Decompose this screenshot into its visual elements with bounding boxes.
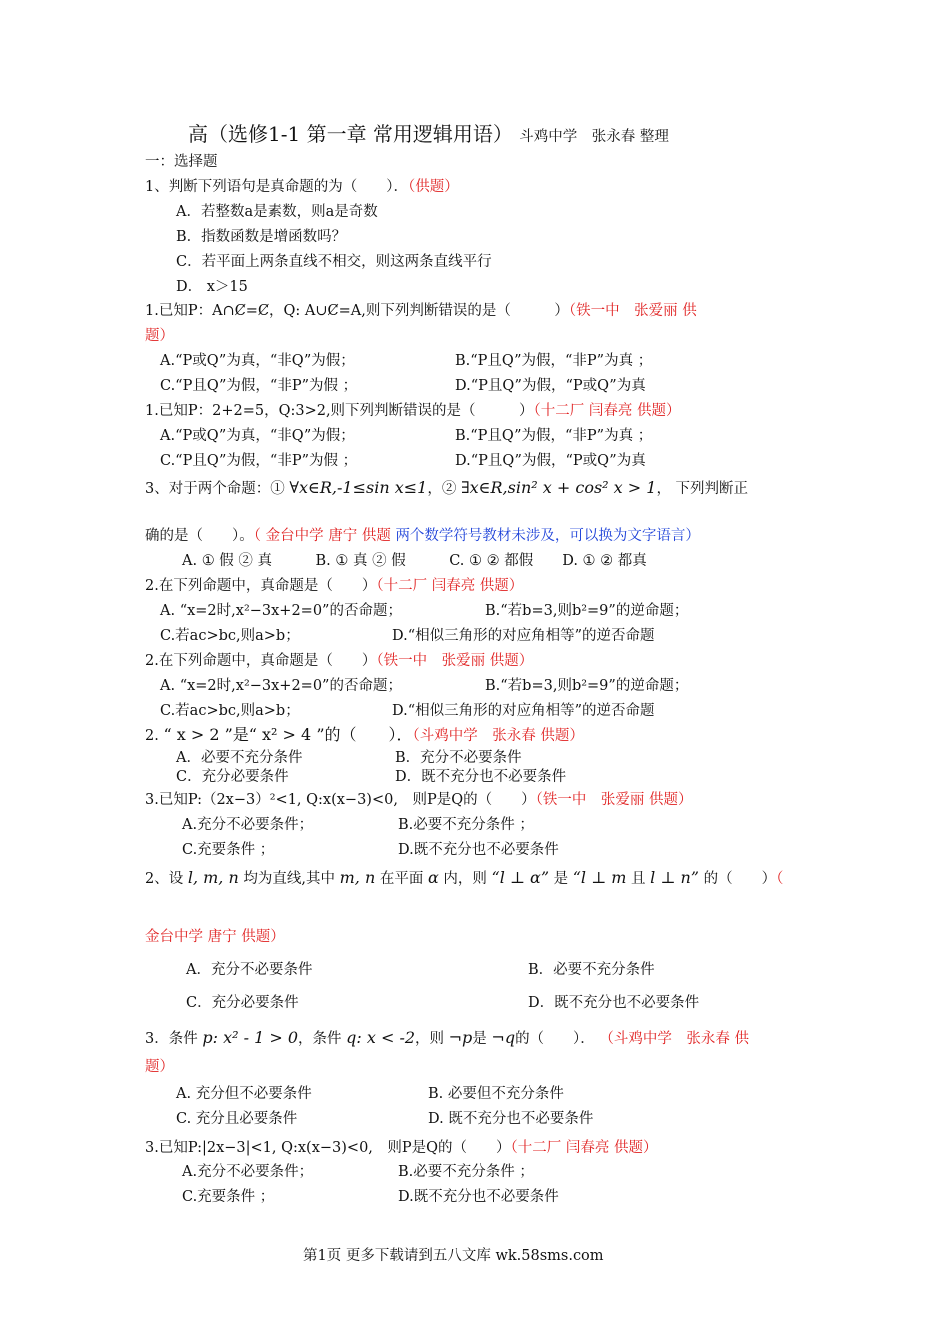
option-b: B．充分不必要条件 [395, 750, 522, 766]
option-c: C.充要条件 ； [182, 1189, 275, 1205]
option-d: D.既不充分也不必要条件 [398, 1189, 559, 1205]
question-text: 的（ ）． [515, 1031, 595, 1047]
formula: “l ⊥ α” [491, 868, 550, 887]
option-b: B.“若b=3,则b²=9”的逆命题； [485, 678, 689, 694]
separator: ， [656, 481, 671, 497]
editor-note: 两个数学符号教材未涉及，可以换为文字语言） [395, 528, 700, 544]
option-a: A．若整数a是素数，则a是奇数 [176, 204, 378, 220]
option-d: D. 既不充分也不必要条件 [428, 1111, 594, 1127]
question-source: （铁一中 张爱丽 供题） [376, 653, 534, 669]
option-a: A. 充分但不必要条件 [176, 1086, 312, 1102]
option-c: C．充分必要条件 [176, 769, 289, 785]
question-3-stem [145, 401, 681, 421]
title-text: 高（选修1-1 第一章 常用逻辑用语） [188, 122, 513, 146]
option-b: B.必要不充分条件 ； [398, 817, 534, 833]
question-text: ，则 [415, 1031, 445, 1047]
question-text: 2.在下列命题中，真命题是（ ） [145, 653, 377, 669]
formula: l ⊥ n” [650, 868, 699, 887]
question-text: 确的是（ ）。 [145, 528, 254, 544]
question-6-stem [145, 651, 533, 671]
question-5-stem [145, 576, 523, 596]
question-source: （ [776, 871, 784, 887]
option-a: A.充分不必要条件； [182, 817, 314, 833]
question-10-stem [145, 1028, 749, 1049]
question-text: 均为直线,其中 [243, 871, 335, 887]
option-d: D． x＞15 [176, 279, 248, 295]
question-number: 2. [145, 728, 159, 744]
question-text: 在平面 [379, 871, 424, 887]
question-source: （铁一中 张爱丽 供 [568, 303, 697, 319]
question-source: （斗鸡中学 张永春 供 [599, 1031, 750, 1047]
question-source-cont: 题） [145, 328, 174, 344]
option-b: B．指数函数是增函数吗？ [176, 229, 347, 245]
option-c: C.若ac>bc,则a>b； [160, 703, 300, 719]
question-source: （铁一中 张爱丽 供题） [535, 792, 693, 808]
option-c: C．充分必要条件 [186, 995, 299, 1011]
options-row: A. ① 假 ② 真 B. ① 真 ② 假 C. ① ② 都假 D. ① ② 都真 [182, 553, 647, 569]
option-d: D.既不充分也不必要条件 [398, 842, 559, 858]
option-a: A. “x=2时,x²−3x+2=0”的否命题； [160, 678, 402, 694]
formula-1: ∀x∈R,-1≤sin x≤1 [289, 478, 428, 497]
formula: “ x > 2 ”是“ x² > 4 ”的（ ）． [163, 725, 413, 744]
question-source: （十二厂 闫春亮 供题） [376, 578, 524, 594]
option-b: B．必要不充分条件 [528, 962, 655, 978]
option-b: B. 必要但不充分条件 [428, 1086, 564, 1102]
question-4-stem [145, 478, 748, 499]
formula: p: x² - 1 > 0 [202, 1028, 299, 1047]
option-a: A．充分不必要条件 [186, 962, 313, 978]
option-b: B.“若b=3,则b²=9”的逆命题； [485, 603, 689, 619]
page-footer: 第1页 更多下载请到五八文库 wk.58sms.com [303, 1248, 604, 1264]
question-text: 1.已知P：A∩Ȼ=Ȼ，Q: A∪Ȼ=A,则下列判断错误的是（ ） [145, 303, 569, 319]
question-text: 3、对于两个命题：① [145, 481, 285, 497]
formula: ¬q [491, 1028, 516, 1047]
option-a: A.充分不必要条件； [182, 1164, 314, 1180]
option-d: D.“P且Q”为假，“P或Q”为真 [455, 453, 646, 469]
question-text: 且 [631, 871, 646, 887]
separator: ，② [427, 481, 457, 497]
formula: “l ⊥ m [572, 868, 627, 887]
option-d: D.“相似三角形的对应角相等”的逆否命题 [392, 703, 655, 719]
question-source: （十二厂 闫春亮 供题） [510, 1140, 658, 1156]
question-text: 是 [472, 1031, 487, 1047]
question-1-stem [145, 177, 459, 197]
question-text: 是 [553, 871, 569, 887]
title-author: 斗鸡中学 张永春 整理 [519, 129, 669, 145]
formula: m, n [339, 868, 376, 887]
question-source: （十二厂 闫春亮 供题） [533, 403, 681, 419]
option-d: D.“相似三角形的对应角相等”的逆否命题 [392, 628, 655, 644]
question-11-stem [145, 1138, 658, 1158]
question-text: 2.在下列命题中，真命题是（ ） [145, 578, 377, 594]
question-text: 3.已知P:（2x−3）²<1, Q:x(x−3)<0, 则P是Q的（ ） [145, 792, 536, 808]
question-8-stem [145, 790, 692, 810]
question-text: 内，则 [443, 871, 487, 887]
question-4-line2 [145, 526, 700, 546]
option-b: B.“P且Q”为假，“非P”为真 ； [455, 353, 653, 369]
option-b: B.必要不充分条件 ； [398, 1164, 534, 1180]
option-d: D.“P且Q”为假，“P或Q”为真 [455, 378, 646, 394]
question-7-stem [145, 725, 584, 746]
option-c: C. 充分且必要条件 [176, 1111, 298, 1127]
question-text: 3.已知P:|2x−3|<1, Q:x(x−3)<0, 则P是Q的（ ） [145, 1140, 511, 1156]
formula: l, m, n [187, 868, 239, 887]
formula: α [427, 868, 439, 887]
option-c: C.“P且Q”为假，“非P”为假 ； [160, 378, 358, 394]
section-heading: 一：选择题 [145, 154, 218, 170]
question-text: 的（ ） [703, 871, 777, 887]
option-c: C.若ac>bc,则a>b； [160, 628, 300, 644]
option-b: B.“P且Q”为假，“非P”为真 ； [455, 428, 653, 444]
question-text: ，条件 [298, 1031, 342, 1047]
question-text: 下列判断正 [675, 481, 749, 497]
question-text: 2、设 [145, 871, 184, 887]
formula-2: ∃x∈R,sin² x + cos² x > 1 [460, 478, 657, 497]
option-a: A.“P或Q”为真，“非Q”为假； [160, 428, 355, 444]
question-source-cont: 题） [145, 1059, 174, 1075]
option-d: D．既不充分也不必要条件 [528, 995, 700, 1011]
option-c: C．若平面上两条直线不相交，则这两条直线平行 [176, 254, 492, 270]
option-d: D．既不充分也不必要条件 [395, 769, 567, 785]
question-source: （斗鸡中学 张永春 供题） [412, 728, 584, 744]
option-c: C.“P且Q”为假，“非P”为假 ； [160, 453, 358, 469]
question-text: 1、判断下列语句是真命题的为（ ）． [145, 179, 408, 195]
doc-title [188, 124, 669, 147]
option-a: A．必要不充分条件 [176, 750, 303, 766]
question-source: （ 金台中学 唐宁 供题 [253, 528, 391, 544]
option-a: A. “x=2时,x²−3x+2=0”的否命题； [160, 603, 402, 619]
formula: ¬p [448, 1028, 473, 1047]
option-a: A.“P或Q”为真，“非Q”为假； [160, 353, 355, 369]
question-source-cont: 金台中学 唐宁 供题） [145, 929, 285, 945]
question-2-stem [145, 301, 697, 321]
question-text: 1.已知P：2+2=5，Q:3>2,则下列判断错误的是（ ） [145, 403, 534, 419]
question-text: 3．条件 [145, 1031, 198, 1047]
question-source: （供题） [407, 179, 459, 195]
question-9-stem [145, 868, 783, 889]
option-c: C.充要条件 ； [182, 842, 275, 858]
formula: q: x < -2 [346, 1028, 416, 1047]
